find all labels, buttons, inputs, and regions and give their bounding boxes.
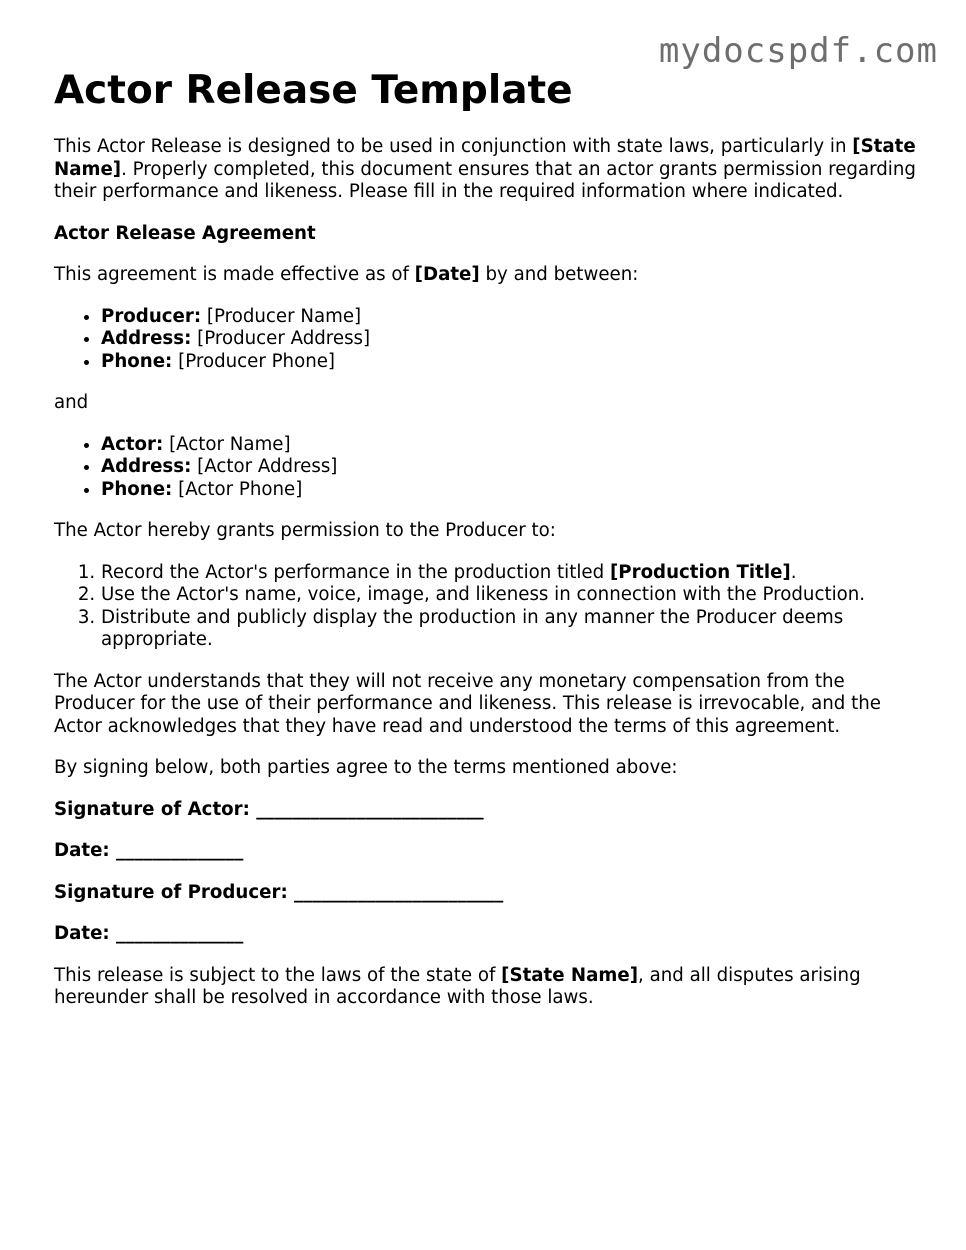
intro-text-start: This Actor Release is designed to be used in conjunction with state laws, particularly in (54, 136, 853, 157)
producer-name-value: [Producer Name] (201, 305, 362, 327)
list-item (101, 306, 924, 329)
actor-name-value: [Actor Name] (163, 433, 291, 455)
document-page (54, 68, 924, 1029)
actor-phone-value: [Actor Phone] (172, 478, 303, 500)
producer-address-value: [Producer Address] (191, 328, 371, 349)
effective-text-end: by and between: (479, 264, 639, 285)
list-item (101, 456, 924, 479)
list-item (101, 584, 924, 607)
producer-details-list (54, 306, 924, 374)
closing-text-start: This release is subject to the laws of the state of (54, 964, 502, 986)
producer-phone-value: [Producer Phone] (172, 350, 336, 372)
section-heading: Actor Release Agreement (54, 222, 316, 244)
watermark: mydocspdf.com (658, 31, 938, 71)
actor-date-line: Date: ______________ (54, 840, 244, 861)
producer-address-label: Address: (101, 328, 192, 349)
effective-date-paragraph (54, 264, 924, 287)
actor-signature-line: Signature of Actor: _________________________ (54, 798, 484, 820)
and-text: and (54, 392, 89, 413)
grants-list (54, 562, 924, 652)
grant-text: Record the Actor's performance in the production titled (101, 561, 610, 583)
effective-date-placeholder: [Date] (414, 264, 480, 285)
signing-intro: By signing below, both parties agree to the terms mentioned above: (54, 757, 678, 778)
closing-text-end: , and all disputes arising hereunder shall be resolved in accordance with those laws. (54, 964, 861, 1008)
list-item (101, 479, 924, 502)
list-item (101, 562, 924, 585)
actor-details-list (54, 434, 924, 502)
intro-text-end: . Properly completed, this document ensures that an actor grants permission regarding their performance and likeness. Please fill in the required information where indicated. (54, 158, 916, 202)
grant-text-end: . (790, 561, 797, 583)
page-title: Actor Release Template (54, 68, 573, 113)
actor-address-value: [Actor Address] (191, 456, 338, 477)
closing-state-placeholder: [State Name] (501, 964, 639, 986)
intro-paragraph (54, 136, 924, 204)
actor-name-label: Actor: (101, 433, 164, 455)
actor-address-label: Address: (101, 456, 192, 477)
list-item (101, 607, 924, 652)
effective-text-start: This agreement is made effective as of (54, 264, 415, 285)
list-item (101, 351, 924, 374)
grant-text: Distribute and publicly display the production in any manner the Producer deems appropriate. (101, 606, 844, 650)
list-item (101, 434, 924, 457)
compensation-paragraph: The Actor understands that they will not receive any monetary compensation from the Producer for the use of their performance and likeness. This release is irrevocable, and the Actor acknowledges that they have read and understood the terms of this agreement. (54, 670, 881, 737)
grants-intro: The Actor hereby grants permission to the Producer to: (54, 520, 556, 541)
intro-state-placeholder: [State Name] (54, 136, 916, 180)
producer-date-line: Date: ______________ (54, 923, 244, 944)
producer-name-label: Producer: (101, 305, 202, 327)
closing-paragraph (54, 965, 924, 1010)
grant-text: Use the Actor's name, voice, image, and likeness in connection with the Production. (101, 584, 866, 605)
list-item (101, 328, 924, 351)
producer-signature-line: Signature of Producer: _______________________ (54, 881, 504, 903)
producer-phone-label: Phone: (101, 350, 173, 372)
production-title-placeholder: [Production Title] (609, 561, 791, 583)
actor-phone-label: Phone: (101, 478, 173, 500)
